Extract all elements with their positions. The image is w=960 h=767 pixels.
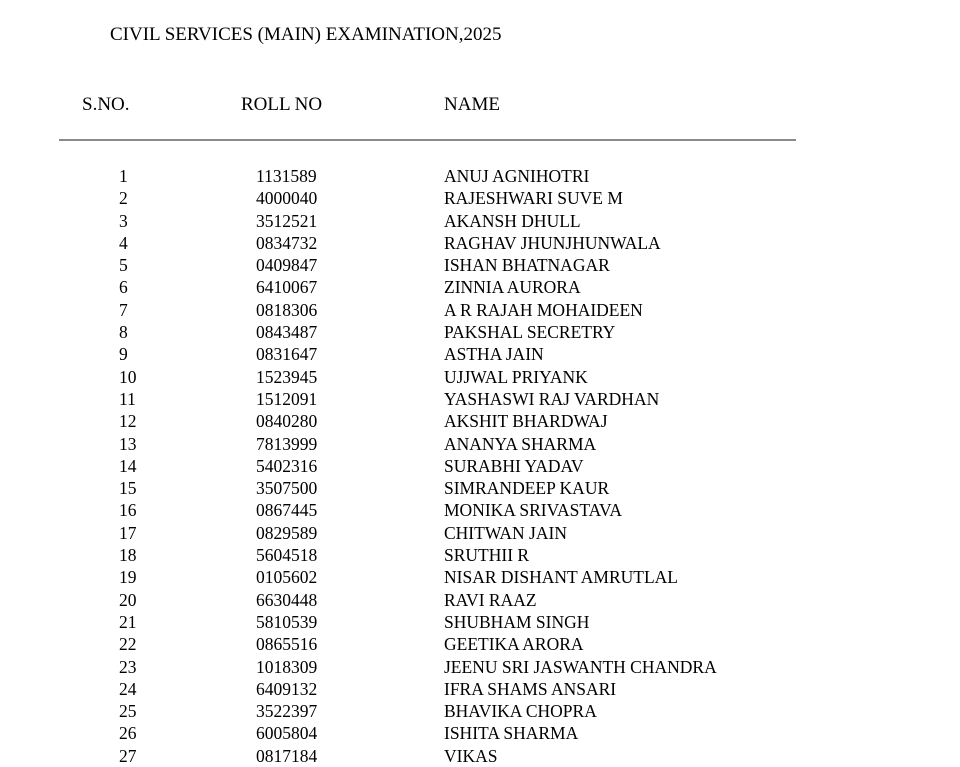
row-sno: 26 [119, 723, 137, 744]
row-name: ISHITA SHARMA [444, 723, 579, 744]
row-name: SURABHI YADAV [444, 455, 584, 476]
row-sno: 3 [119, 210, 128, 231]
row-roll-no: 0829589 [256, 522, 318, 543]
table-row [0, 477, 960, 499]
table-row [0, 722, 960, 744]
row-roll-no: 3522397 [256, 701, 318, 722]
row-sno: 25 [119, 701, 137, 722]
row-sno: 8 [119, 322, 128, 343]
table-row [0, 410, 960, 432]
row-name: PAKSHAL SECRETRY [444, 322, 616, 343]
row-name: JEENU SRI JASWANTH CHANDRA [444, 656, 717, 677]
table-row [0, 433, 960, 455]
row-roll-no: 6409132 [256, 678, 318, 699]
table-row [0, 678, 960, 700]
row-roll-no: 0834732 [256, 232, 318, 253]
row-sno: 11 [119, 388, 136, 409]
row-name: SRUTHII R [444, 545, 530, 566]
table-row [0, 321, 960, 343]
row-roll-no: 1018309 [256, 656, 318, 677]
row-name: A R RAJAH MOHAIDEEN [444, 299, 643, 320]
table-row [0, 522, 960, 544]
row-roll-no: 1512091 [256, 388, 318, 409]
row-roll-no: 1131589 [256, 166, 317, 186]
row-name: RAVI RAAZ [444, 589, 537, 610]
row-roll-no: 6630448 [256, 589, 318, 610]
row-sno: 6 [119, 277, 128, 298]
row-sno: 22 [119, 634, 137, 655]
table-row [0, 343, 960, 365]
row-roll-no: 0409847 [256, 255, 318, 276]
row-roll-no: 0840280 [256, 411, 318, 432]
row-name: AKANSH DHULL [444, 210, 581, 231]
row-roll-no: 0865516 [256, 634, 318, 655]
row-roll-no: 0818306 [256, 299, 318, 320]
row-sno: 24 [119, 678, 137, 699]
column-header-roll-no: ROLL NO [241, 94, 323, 115]
table-row [0, 566, 960, 588]
table-row [0, 544, 960, 566]
row-roll-no: 3507500 [256, 478, 318, 499]
row-sno: 5 [119, 255, 128, 276]
row-sno: 13 [119, 433, 137, 454]
table-row [0, 388, 960, 410]
row-name: IFRA SHAMS ANSARI [444, 678, 617, 699]
row-name: RAJESHWARI SUVE M [444, 188, 623, 209]
table-row [0, 299, 960, 321]
header-divider [59, 139, 796, 141]
results-list [0, 165, 960, 767]
row-name: RAGHAV JHUNJHUNWALA [444, 232, 661, 253]
row-sno: 16 [119, 500, 137, 521]
column-header-name: NAME [444, 94, 500, 115]
row-sno: 9 [119, 344, 128, 365]
row-roll-no: 4000040 [256, 188, 318, 209]
document-title: CIVIL SERVICES (MAIN) EXAMINATION,2025 [110, 24, 502, 45]
row-name: UJJWAL PRIYANK [444, 366, 588, 387]
row-roll-no: 5604518 [256, 545, 318, 566]
table-row [0, 656, 960, 678]
row-name: ANUJ AGNIHOTRI [444, 166, 590, 186]
row-roll-no: 5810539 [256, 611, 318, 632]
table-row [0, 276, 960, 298]
row-sno: 15 [119, 478, 137, 499]
table-row [0, 254, 960, 276]
row-name: ANANYA SHARMA [444, 433, 597, 454]
row-sno: 27 [119, 745, 137, 766]
row-sno: 1 [119, 166, 128, 186]
row-roll-no: 0843487 [256, 322, 318, 343]
row-name: ZINNIA AURORA [444, 277, 581, 298]
row-sno: 20 [119, 589, 137, 610]
row-sno: 7 [119, 299, 128, 320]
row-name: GEETIKA ARORA [444, 634, 584, 655]
row-roll-no: 0831647 [256, 344, 318, 365]
row-roll-no: 3512521 [256, 210, 318, 231]
row-name: VIKAS [444, 745, 498, 766]
row-name: ASTHA JAIN [444, 344, 544, 365]
table-row [0, 611, 960, 633]
row-roll-no: 6005804 [256, 723, 318, 744]
row-name: SIMRANDEEP KAUR [444, 478, 610, 499]
row-sno: 14 [119, 455, 137, 476]
row-name: BHAVIKA CHOPRA [444, 701, 597, 722]
table-row [0, 700, 960, 722]
row-sno: 2 [119, 188, 128, 209]
table-row [0, 187, 960, 209]
row-sno: 10 [119, 366, 137, 387]
row-name: NISAR DISHANT AMRUTLAL [444, 567, 678, 588]
row-roll-no: 5402316 [256, 455, 318, 476]
table-row [0, 366, 960, 388]
row-roll-no: 7813999 [256, 433, 318, 454]
row-name: MONIKA SRIVASTAVA [444, 500, 623, 521]
row-roll-no: 0105602 [256, 567, 318, 588]
row-name: ISHAN BHATNAGAR [444, 255, 610, 276]
row-sno: 19 [119, 567, 137, 588]
row-name: SHUBHAM SINGH [444, 611, 590, 632]
row-sno: 18 [119, 545, 137, 566]
row-sno: 4 [119, 232, 128, 253]
table-row [0, 165, 960, 187]
row-sno: 21 [119, 611, 137, 632]
table-row [0, 633, 960, 655]
table-row [0, 455, 960, 477]
table-row [0, 745, 960, 767]
row-roll-no: 0817184 [256, 745, 318, 766]
table-row [0, 232, 960, 254]
table-row [0, 210, 960, 232]
row-name: YASHASWI RAJ VARDHAN [444, 388, 660, 409]
row-sno: 23 [119, 656, 137, 677]
table-row [0, 589, 960, 611]
row-name: CHITWAN JAIN [444, 522, 567, 543]
row-sno: 17 [119, 522, 137, 543]
row-roll-no: 0867445 [256, 500, 318, 521]
row-name: AKSHIT BHARDWAJ [444, 411, 608, 432]
table-row [0, 499, 960, 521]
row-roll-no: 6410067 [256, 277, 318, 298]
row-roll-no: 1523945 [256, 366, 318, 387]
row-sno: 12 [119, 411, 137, 432]
column-header-sno: S.NO. [82, 94, 130, 115]
